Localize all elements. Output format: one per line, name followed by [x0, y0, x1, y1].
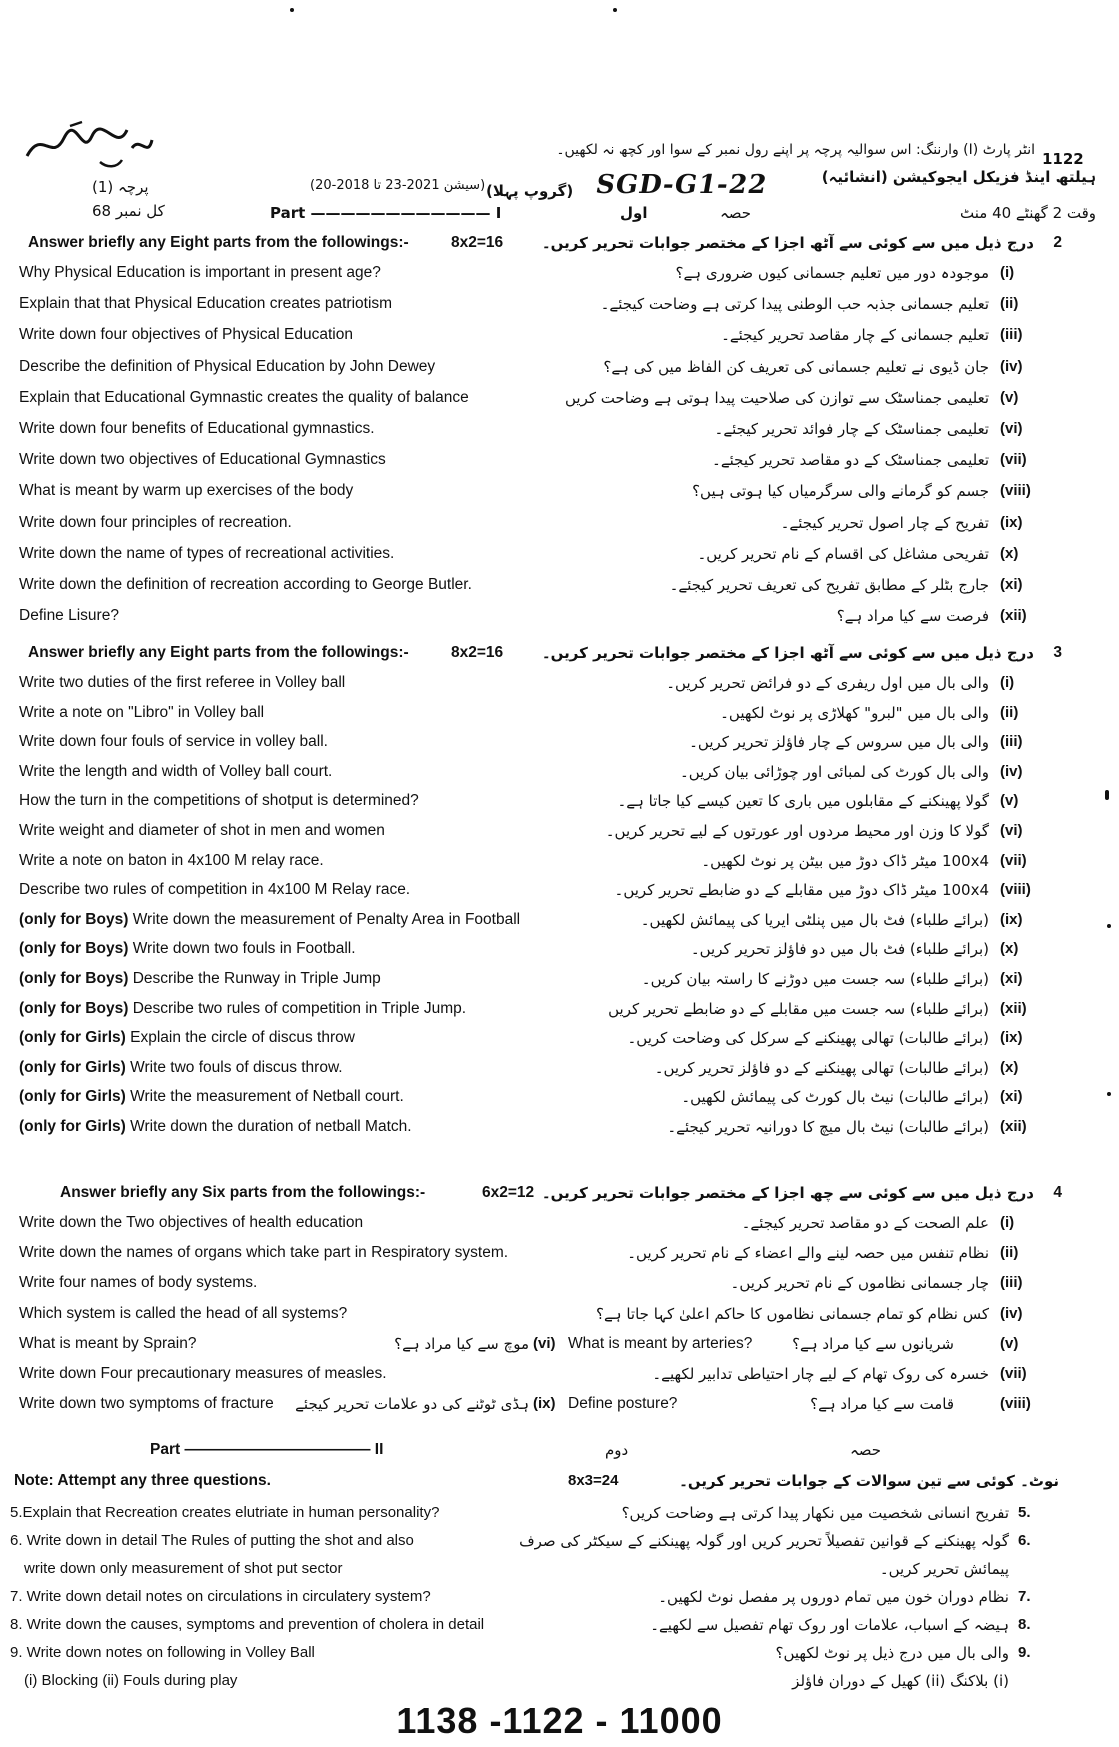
- scan-speck: [290, 8, 294, 12]
- question-text: Write down two fouls in Football.: [132, 940, 356, 958]
- section-label: حصہ: [720, 204, 752, 222]
- question-text-urdu: (برائے طالبات) نیٹ بال میچ کا دورانیہ تحریر کیجئے۔: [667, 1118, 989, 1136]
- question-number: (vii): [1000, 451, 1027, 469]
- part-two-header: [0, 1437, 1119, 1467]
- question-text-en: [19, 389, 469, 407]
- question-text: Write down the duration of netball Match.: [130, 1118, 412, 1135]
- question-text-urdu: (برائے طلباء) سہ جست میں دوڑنے کا راستہ بیان کریں۔: [641, 970, 989, 988]
- question-number: (ii): [1000, 295, 1019, 313]
- question-number: (vii): [1000, 851, 1027, 869]
- question-text-urdu: تعلیمی جمناسٹک کے دو مقاصد تحریر کیجئے۔: [712, 451, 989, 470]
- question-text: What is meant by warm up exercises of the body: [19, 482, 354, 500]
- question-text: Write weight and diameter of shot in men and women: [19, 822, 385, 839]
- question-item: [0, 996, 1119, 1026]
- question-text: Write a note on baton in 4x100 M relay race.: [19, 851, 324, 869]
- question-text-en: [19, 970, 381, 988]
- gender-tag: (only for Boys): [19, 910, 129, 928]
- question-text: How the turn in the competitions of shotput is determined?: [19, 792, 419, 810]
- group-label: (گروپ پہلا): [486, 182, 574, 200]
- question-text-en: [19, 881, 410, 899]
- question-number: (vi): [1000, 822, 1023, 839]
- part-urdu: اول: [620, 204, 648, 222]
- question-number: (x): [1000, 1058, 1019, 1076]
- question-text-urdu: ہڈی ٹوٹنے کی دو علامات تحریر کیجئے: [295, 1395, 529, 1414]
- section-number: 2: [1053, 234, 1062, 251]
- question-text-en: [19, 733, 328, 751]
- question-item: [0, 572, 1119, 602]
- question-text-en: [19, 1088, 404, 1106]
- question-text-urdu-right: قامت سے کیا مراد ہے؟: [810, 1395, 954, 1414]
- question-number: (ix): [1000, 1029, 1023, 1047]
- gender-tag: (only for Girls): [19, 1029, 126, 1047]
- long-question-urdu: ہیضہ کے اسباب، علامات اور روک تھام تفصیل سے لکھیے۔: [650, 1616, 1009, 1634]
- part-two-number: II: [374, 1441, 384, 1458]
- total-marks: کل نمبر 68: [92, 202, 165, 220]
- paper-code: 1122: [1042, 150, 1084, 168]
- long-question-urdu-cont: پیمائش تحریر کریں۔: [879, 1560, 1009, 1578]
- long-question-number: 9.: [1018, 1644, 1031, 1661]
- question-number: (iii): [1000, 733, 1023, 751]
- long-question: [0, 1528, 1119, 1558]
- question-text-urdu: (برائے طلباء) سہ جست میں مقابلے کے دو ضابطے تحریر کریں: [608, 999, 989, 1018]
- long-question-en: 9. Write down notes on following in Volley Ball: [10, 1644, 315, 1661]
- question-number: (v): [1000, 792, 1019, 810]
- question-item: [0, 1391, 1119, 1421]
- section-2-heading: [0, 230, 1119, 258]
- question-text: Describe the Runway in Triple Jump: [132, 970, 381, 987]
- question-text-urdu: تفریح کے چار اصول تحریر کیجئے۔: [780, 513, 989, 532]
- question-text: Write four names of body systems.: [19, 1274, 258, 1292]
- question-text: Describe the definition of Physical Education by John Dewey: [19, 357, 436, 375]
- question-number: (ix): [533, 1395, 556, 1413]
- question-text-urdu: والی بال میں سروس کے چار فاؤلز تحریر کریں۔: [689, 733, 989, 752]
- question-text-en: [19, 326, 353, 344]
- question-number: (viii): [1000, 482, 1031, 500]
- group-stamp: SGD-G1-22: [593, 170, 770, 200]
- question-text: Explain the circle of discus throw: [130, 1029, 355, 1047]
- section-number: 4: [1053, 1184, 1062, 1201]
- long-question-en: 8. Write down the causes, symptoms and prevention of cholera in detail: [10, 1616, 485, 1633]
- long-question-en-cont: (i) Blocking (ii) Fouls during play: [24, 1672, 238, 1689]
- question-number: (viii): [1000, 881, 1031, 899]
- question-text-urdu: گولا پھینکنے کے مقابلوں میں باری کا تعین کیسے کیا جاتا ہے۔: [617, 792, 989, 811]
- question-item: [0, 1210, 1119, 1240]
- question-text-en: [19, 674, 345, 692]
- scan-speck: [1107, 1092, 1111, 1096]
- question-number-right: (v): [1000, 1334, 1019, 1352]
- question-item: [0, 907, 1119, 937]
- question-item: [0, 1025, 1119, 1055]
- question-text-urdu: (برائے طلباء) فٹ بال میں پنلٹی ایریا کی پیمائش لکھیں۔: [640, 910, 989, 929]
- question-number: (xii): [1000, 1118, 1027, 1135]
- gender-tag: (only for Girls): [19, 1118, 126, 1135]
- long-question-number: 7.: [1018, 1588, 1031, 1605]
- question-number: (i): [1000, 264, 1015, 281]
- question-item: [0, 510, 1119, 540]
- question-item: [0, 1240, 1119, 1270]
- question-number: (iii): [1000, 326, 1023, 344]
- question-number: (vii): [1000, 1365, 1027, 1382]
- question-text-en: [19, 1214, 363, 1232]
- question-text-urdu: تفریحی مشاغل کی اقسام کے نام تحریر کریں۔: [697, 544, 989, 563]
- scan-speck: [613, 8, 617, 12]
- question-text-urdu: 100x4 میٹر ڈاک دوڑ میں بیٹن پر نوٹ لکھیں۔: [701, 851, 989, 870]
- question-text: Write the measurement of Netball court.: [130, 1088, 404, 1106]
- long-question-cont: [0, 1556, 1119, 1586]
- question-text: Write down four fouls of service in volley ball.: [19, 733, 328, 751]
- question-text-en: [19, 940, 356, 958]
- question-text: Describe two rules of competition in Triple Jump.: [132, 999, 467, 1017]
- section-instruction-urdu: درج ذیل میں سے کوئی سے آٹھ اجزا کے مختصر جوابات تحریر کریں۔: [541, 644, 1034, 662]
- question-text-urdu: (برائے طالبات) تھالی پھینکنے کے سرکل کی وضاحت کریں۔: [627, 1029, 989, 1048]
- question-text: Write down the name of types of recreational activities.: [19, 544, 395, 562]
- question-text-en: [19, 295, 392, 313]
- question-text-urdu: (برائے طلباء) فٹ بال میں دو فاؤلز تحریر کریں۔: [690, 940, 989, 959]
- long-question-urdu: گولہ پھینکنے کے قوانین تفصیلاً تحریر کریں اور گولہ پھینکنے کے سیکٹر کی صرف: [519, 1532, 1009, 1550]
- question-text-en: [19, 822, 385, 840]
- question-text-urdu: چار جسمانی نظاموں کے نام تحریر کریں۔: [730, 1274, 989, 1293]
- question-text-urdu: فرصت سے کیا مراد ہے؟: [836, 607, 989, 626]
- question-text: Write down the measurement of Penalty Area in Football: [132, 910, 521, 928]
- question-number: (i): [1000, 674, 1015, 691]
- gender-tag: (only for Boys): [19, 999, 129, 1017]
- question-text-urdu: جارج بٹلر کے مطابق تفریح کی تعریف تحریر کیجئے۔: [669, 576, 989, 594]
- question-item: [0, 541, 1119, 571]
- part-two-section: حصہ: [850, 1441, 882, 1459]
- question-item: [0, 478, 1119, 508]
- time-allowed: وقت 2 گھنٹے 40 منٹ: [960, 204, 1097, 222]
- section-instruction: Answer briefly any Six parts from the followings:-: [60, 1184, 426, 1201]
- question-text-en: [19, 420, 375, 438]
- question-text: Why Physical Education is important in present age?: [19, 264, 381, 281]
- question-number: (ix): [1000, 513, 1023, 531]
- question-text-en: [19, 264, 381, 282]
- question-text: Write a note on "Libro" in Volley ball: [19, 703, 265, 721]
- question-number: (i): [1000, 1214, 1015, 1231]
- question-text-urdu: (برائے طالبات) تھالی پھینکنے کے دو فاؤلز تحریر کریں۔: [654, 1058, 989, 1077]
- question-item: [0, 670, 1119, 700]
- question-text-urdu: جان ڈیوی نے تعلیم جسمانی کی تعریف کن الفاظ میں کی ہے؟: [603, 357, 989, 376]
- question-text: Define Lisure?: [19, 607, 119, 625]
- gender-tag: (only for Girls): [19, 1088, 126, 1106]
- paper-number: (1) پرچہ: [92, 178, 149, 196]
- question-number: (xi): [1000, 1088, 1023, 1106]
- section-marks: 6x2=12: [482, 1184, 535, 1201]
- long-question: [0, 1612, 1119, 1642]
- question-text-en: [19, 1305, 347, 1323]
- question-item: [0, 729, 1119, 759]
- part-two-word: Part: [150, 1441, 181, 1458]
- question-text-urdu-right: شریانوں سے کیا مراد ہے؟: [792, 1334, 954, 1353]
- part-two-urdu: دوم: [605, 1441, 629, 1459]
- question-text-urdu: تعلیم جسمانی کے چار مقاصد تحریر کیجئے۔: [721, 326, 989, 345]
- warning-line: انٹر پارٹ (I) وارننگ: اس سوالیہ پرچہ پر اپنے رول نمبر کے سوا اور کچھ نہ لکھیں۔: [556, 142, 1035, 158]
- question-item: [0, 447, 1119, 477]
- question-text-urdu: والی بال میں اول ریفری کے دو فرائض تحریر کریں۔: [666, 674, 989, 692]
- question-text-en: [19, 704, 264, 722]
- question-item: [0, 1361, 1119, 1391]
- question-number: (xii): [1000, 999, 1027, 1017]
- question-number: (xi): [1000, 576, 1023, 593]
- long-question-urdu-cont: (i) بلاکنگ (ii) کھیل کے دوران فاؤلز: [792, 1672, 1009, 1690]
- question-number: (x): [1000, 544, 1019, 562]
- long-question-en-cont: write down only measurement of shot put sector: [24, 1560, 343, 1577]
- note-marks: 8x3=24: [568, 1472, 619, 1489]
- section-4-heading: [0, 1180, 1119, 1208]
- question-text: Write the length and width of Volley ball court.: [19, 762, 333, 780]
- question-item: [0, 385, 1119, 415]
- question-item: [0, 1331, 1119, 1361]
- question-text-urdu: 100x4 میٹر ڈاک دوڑ میں مقابلے کے دو ضابطے تحریر کریں۔: [614, 881, 989, 900]
- question-item: [0, 1084, 1119, 1114]
- question-number: (iii): [1000, 1274, 1023, 1292]
- note-urdu: نوٹ۔ کوئی سے تین سوالات کے جوابات تحریر کریں۔: [679, 1472, 1059, 1490]
- question-text: Write down Four precautionary measures of measles.: [19, 1365, 387, 1382]
- question-text-en: [19, 911, 520, 929]
- question-number: (ii): [1000, 1244, 1019, 1262]
- gender-tag: (only for Boys): [19, 970, 129, 987]
- question-text-en: [19, 852, 324, 870]
- question-number: (xii): [1000, 607, 1027, 625]
- long-question-en: 5.Explain that Recreation creates elutriate in human personality?: [10, 1504, 440, 1521]
- question-number: (v): [1000, 388, 1019, 406]
- question-text-urdu: گولا کا وزن اور محیط مردوں اور عورتوں کے لیے تحریر کریں۔: [605, 822, 989, 840]
- question-item: [0, 322, 1119, 352]
- question-item: [0, 1301, 1119, 1331]
- question-text-urdu: والی بال کورٹ کی لمبائی اور چوڑائی بیان کریں۔: [679, 762, 989, 781]
- question-text-en-right: What is meant by arteries?: [568, 1334, 753, 1352]
- question-text-en: [19, 1365, 387, 1383]
- question-text-urdu: تعلیم جسمانی جذبہ حب الوطنی پیدا کرتی ہے وضاحت کیجئے۔: [600, 295, 989, 314]
- scan-speck: [1107, 924, 1111, 928]
- question-item: [0, 354, 1119, 384]
- question-text-en-right: Define posture?: [568, 1395, 678, 1413]
- question-item: [0, 788, 1119, 818]
- question-item: [0, 818, 1119, 848]
- question-text: What is meant by Sprain?: [19, 1334, 197, 1352]
- long-question-en: 7. Write down detail notes on circulations in circulatery system?: [10, 1588, 431, 1605]
- question-number: (iv): [1000, 1304, 1023, 1322]
- subject-title: ہیلتھ اینڈ فزیکل ایجوکیشن (انشائیہ): [821, 168, 1096, 186]
- section-marks: 8x2=16: [451, 644, 504, 661]
- question-text-en: [19, 763, 332, 781]
- long-question: [0, 1500, 1119, 1530]
- long-question-number: 5.: [1018, 1504, 1031, 1521]
- question-item: [0, 848, 1119, 878]
- question-number: (ii): [1000, 703, 1019, 721]
- long-question-urdu: والی بال میں درج ذیل پر نوٹ لکھیں؟: [775, 1644, 1009, 1662]
- question-text-en: [19, 576, 472, 594]
- question-text: Describe two rules of competition in 4x100 M Relay race.: [19, 881, 411, 899]
- question-text: Which system is called the head of all systems?: [19, 1304, 348, 1322]
- part-two-label: Part ———————————— II: [150, 1441, 384, 1458]
- question-text-urdu: کس نظام کو تمام جسمانی نظاموں کا حاکم اعلیٰ کہا جاتا ہے؟: [596, 1304, 989, 1323]
- question-text-urdu: خسرہ کی روک تھام کے لیے چار احتیاطی تدابیر لکھیے۔: [652, 1365, 989, 1383]
- question-text-en: [19, 514, 292, 532]
- question-text: Write down two symptoms of fracture: [19, 1395, 274, 1413]
- question-text: Write two duties of the first referee in Volley ball: [19, 674, 346, 691]
- question-text-urdu: والی بال میں "لبرو" کھلاڑی پر نوٹ لکھیں۔: [720, 703, 989, 722]
- note-en: Note: Attempt any three questions.: [14, 1472, 271, 1489]
- question-number: (xi): [1000, 970, 1023, 987]
- question-text: Write down the definition of recreation according to George Butler.: [19, 576, 472, 593]
- question-item: [0, 1055, 1119, 1085]
- question-text-en: [19, 358, 435, 376]
- question-text: Write down four principles of recreation.: [19, 513, 292, 531]
- question-item: [0, 1270, 1119, 1300]
- question-text-urdu: تعلیمی جمناسٹک کے چار فوائد تحریر کیجئے۔: [714, 420, 989, 438]
- sessions: (سیشن 2021-23 تا 2018-20): [310, 178, 486, 193]
- question-text-en: [19, 1244, 508, 1262]
- question-number-right: (viii): [1000, 1395, 1031, 1413]
- section-instruction: Answer briefly any Eight parts from the followings:-: [28, 644, 409, 661]
- question-text-urdu: تعلیمی جمناسٹک سے توازن کی صلاحیت پیدا ہوتی ہے وضاحت کریں: [565, 388, 989, 407]
- question-item: [0, 759, 1119, 789]
- question-text-en: [19, 545, 394, 563]
- question-text-en: [19, 1059, 343, 1077]
- question-number: (ix): [1000, 910, 1023, 928]
- section-number: 3: [1053, 644, 1062, 661]
- question-text: Write down four benefits of Educational gymnastics.: [19, 420, 375, 437]
- question-text-urdu: موجودہ دور میں تعلیم جسمانی کیوں ضروری ہے؟: [675, 264, 989, 282]
- long-question-number: 6.: [1018, 1532, 1031, 1549]
- question-text-urdu: نظام تنفس میں حصہ لینے والے اعضاء کے نام تحریر کریں۔: [627, 1244, 989, 1263]
- section-instruction-urdu: درج ذیل میں سے کوئی سے آٹھ اجزا کے مختصر جوابات تحریر کریں۔: [541, 234, 1034, 252]
- question-item: [0, 877, 1119, 907]
- long-question-urdu: نظام دوران خون میں تمام دوروں پر مفصل نوٹ لکھیں۔: [658, 1588, 1009, 1606]
- question-text: Write down four objectives of Physical Education: [19, 326, 353, 344]
- question-item: [0, 700, 1119, 730]
- question-text: Explain that that Physical Education creates patriotism: [19, 295, 393, 313]
- long-question-urdu: تفریح انسانی شخصیت میں نکھار پیدا کرتی ہے وضاحت کریں؟: [621, 1504, 1009, 1522]
- part-label: Part ———————————— I: [270, 204, 502, 222]
- gender-tag: (only for Boys): [19, 940, 129, 958]
- section-marks: 8x2=16: [451, 234, 504, 251]
- question-text-en: [19, 792, 419, 810]
- handwritten-note: [22, 118, 157, 173]
- question-item: [0, 291, 1119, 321]
- question-text-en: [19, 482, 353, 500]
- question-item: [0, 416, 1119, 446]
- question-item: [0, 966, 1119, 996]
- section-instruction-urdu: درج ذیل میں سے کوئی سے چھ اجزا کے مختصر جوابات تحریر کریں۔: [541, 1184, 1034, 1202]
- question-text: Write down the Two objectives of health education: [19, 1214, 364, 1231]
- question-item: [0, 1114, 1119, 1144]
- question-item: [0, 936, 1119, 966]
- long-question-en: 6. Write down in detail The Rules of putting the shot and also: [10, 1532, 414, 1549]
- question-text-en: [19, 1029, 355, 1047]
- part-two-note: [0, 1468, 1119, 1498]
- section-3-heading: [0, 640, 1119, 668]
- question-text-urdu: (برائے طالبات) نیٹ بال کورٹ کی پیمائش لکھیں۔: [681, 1088, 989, 1107]
- question-number: (vi): [1000, 420, 1023, 437]
- section-instruction: Answer briefly any Eight parts from the followings:-: [28, 234, 409, 251]
- question-text-en: [19, 1118, 412, 1136]
- long-question-cont: [0, 1668, 1119, 1698]
- question-text-urdu: علم الصحت کے دو مقاصد تحریر کیجئے۔: [741, 1214, 989, 1232]
- footer-code: 1138 -1122 - 11000: [396, 1700, 723, 1741]
- question-text: Write down two objectives of Educational Gymnastics: [19, 451, 386, 469]
- question-text-en: [19, 1000, 466, 1018]
- question-text-en: [19, 1335, 196, 1353]
- question-text: Write two fouls of discus throw.: [130, 1058, 343, 1076]
- question-text-urdu: موچ سے کیا مراد ہے؟: [394, 1334, 529, 1353]
- question-number: (iv): [1000, 357, 1023, 375]
- question-text-en: [19, 607, 119, 625]
- question-text-en: [19, 1274, 257, 1292]
- question-number: (vi): [533, 1334, 556, 1352]
- question-item: [0, 260, 1119, 290]
- long-question: [0, 1640, 1119, 1670]
- question-text: Write down the names of organs which take part in Respiratory system.: [19, 1244, 509, 1262]
- question-item: [0, 603, 1119, 633]
- question-text-en: [19, 451, 386, 469]
- scan-speck: [1105, 790, 1109, 800]
- question-number: (iv): [1000, 762, 1023, 780]
- question-number: (x): [1000, 940, 1019, 958]
- long-question-number: 8.: [1018, 1616, 1031, 1633]
- long-question: [0, 1584, 1119, 1614]
- question-text-urdu: جسم کو گرمانے والی سرگرمیاں کیا ہوتی ہیں؟: [692, 482, 989, 501]
- question-text-en: [19, 1395, 274, 1413]
- gender-tag: (only for Girls): [19, 1058, 126, 1076]
- question-text: Explain that Educational Gymnastic creates the quality of balance: [19, 388, 469, 406]
